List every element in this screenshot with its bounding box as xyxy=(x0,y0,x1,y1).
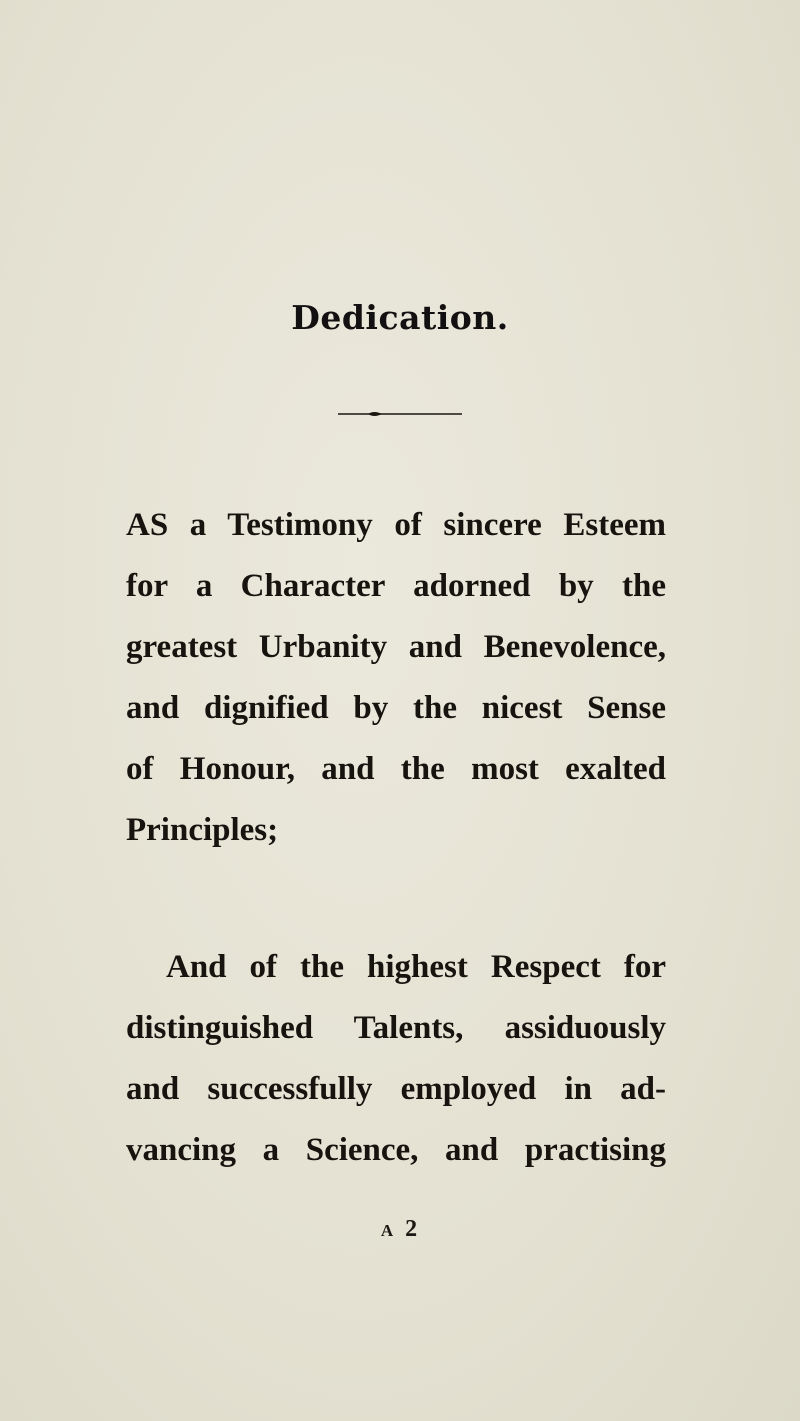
dedication-paragraph-1 xyxy=(126,495,666,861)
text-line: greatest Urbanity and Benevolence, xyxy=(126,629,666,665)
heading-rule-ornament xyxy=(338,410,462,418)
text-line: of Honour, and the most exalted xyxy=(126,751,666,787)
text-line: And of the highest Respect for xyxy=(166,949,666,985)
text-line: distinguished Talents, assiduously xyxy=(126,1010,666,1046)
text-line: Principles; xyxy=(126,812,279,848)
text-line: AS a Testimony of sincere Esteem xyxy=(126,507,666,543)
text-line: vancing a Science, and practising xyxy=(126,1132,666,1168)
text-line: for a Character adorned by the xyxy=(126,568,666,604)
dedication-heading: Dedication. xyxy=(291,298,509,337)
signature-number: 2 xyxy=(405,1216,420,1242)
dedication-paragraph-2 xyxy=(126,937,666,1181)
page-signature xyxy=(0,1216,800,1243)
text-line: and successfully employed in ad- xyxy=(126,1071,666,1107)
signature-letter: A xyxy=(380,1221,396,1240)
text-line: and dignified by the nicest Sense xyxy=(126,690,666,726)
